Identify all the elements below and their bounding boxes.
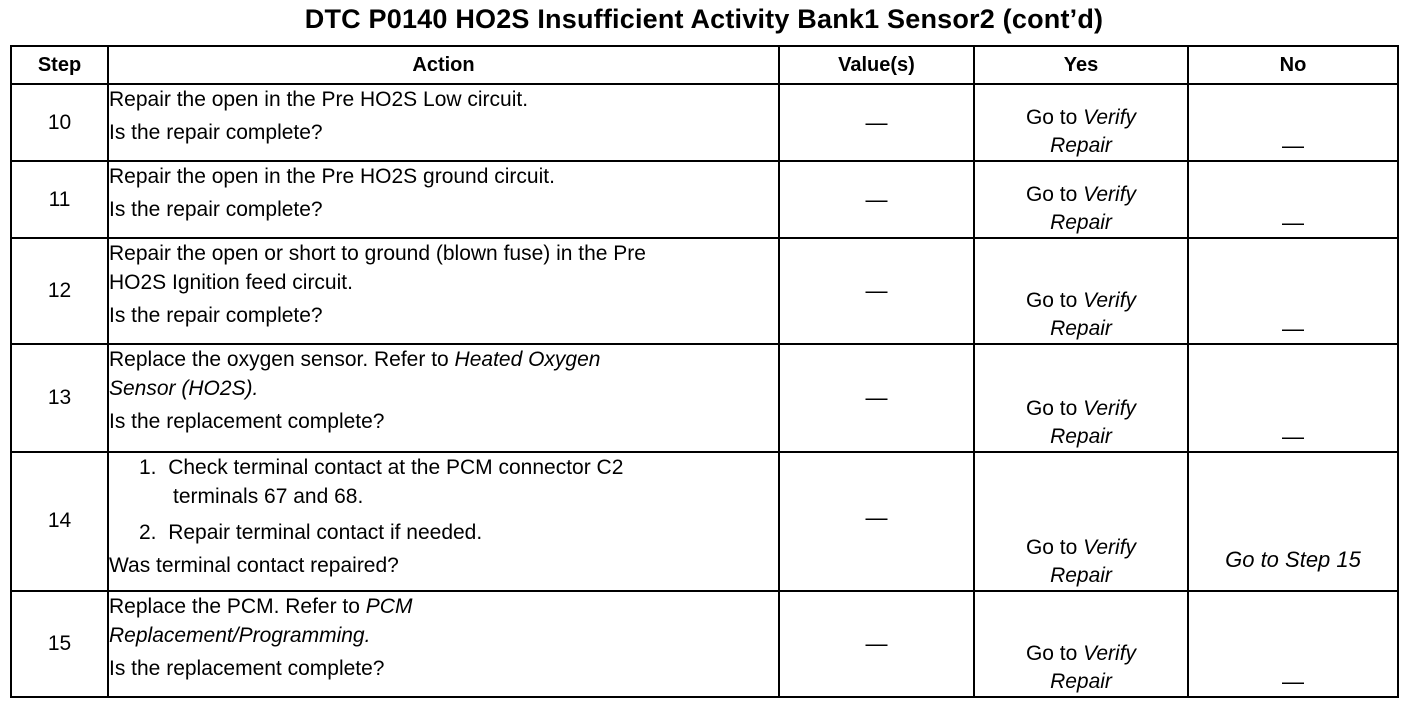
value-cell: —: [779, 161, 974, 238]
action-cell: [108, 452, 779, 591]
substep-text: Check terminal contact at the PCM connector C2: [168, 455, 624, 479]
yes-cell: [974, 591, 1188, 697]
verify-repair-link[interactable]: Repair: [1050, 317, 1112, 341]
value-cell: —: [779, 344, 974, 451]
action-text: Replace the oxygen sensor. Refer to: [109, 348, 455, 372]
verify-repair-link[interactable]: Repair: [1050, 670, 1112, 693]
yes-prefix: Go to: [1025, 183, 1084, 207]
reference-link[interactable]: PCM: [365, 594, 413, 618]
question-text: Is the repair complete?: [109, 121, 323, 144]
question-text: Is the replacement complete?: [109, 656, 385, 680]
verify-repair-link[interactable]: Verify: [1083, 106, 1137, 130]
step-number: 11: [11, 161, 108, 238]
yes-prefix: Go to: [1025, 106, 1084, 130]
step-number: 13: [11, 344, 108, 451]
substep-number: 2.: [139, 520, 157, 544]
table-row: [11, 452, 1398, 591]
action-cell: [108, 84, 779, 161]
table-row: [11, 344, 1398, 451]
step-number: 10: [11, 84, 108, 161]
yes-cell: [974, 344, 1188, 451]
column-header-values: Value(s): [779, 46, 974, 84]
reference-link[interactable]: Replacement/Programming.: [109, 623, 371, 647]
question-text: Is the repair complete?: [109, 198, 323, 222]
no-cell: —: [1188, 238, 1398, 344]
question-text: Is the replacement complete?: [109, 410, 385, 434]
page-title: DTC P0140 HO2S Insufficient Activity Bank1 Sensor2 (cont’d): [304, 4, 1104, 34]
verify-repair-link[interactable]: Repair: [1050, 211, 1112, 235]
verify-repair-link[interactable]: Verify: [1083, 642, 1137, 665]
value-cell: —: [779, 591, 974, 697]
reference-link[interactable]: Sensor (HO2S).: [109, 377, 259, 401]
no-cell: —: [1188, 591, 1398, 697]
step-number: 14: [11, 452, 108, 591]
value-cell: —: [779, 84, 974, 161]
action-cell: [108, 161, 779, 238]
question-text: Was terminal contact repaired?: [109, 553, 399, 577]
step-number: 15: [11, 591, 108, 697]
no-cell: —: [1188, 161, 1398, 238]
no-cell: —: [1188, 84, 1398, 161]
question-text: Is the repair complete?: [109, 304, 323, 328]
verify-repair-link[interactable]: Verify: [1083, 183, 1137, 207]
verify-repair-link[interactable]: Repair: [1050, 563, 1112, 587]
table-row: [11, 238, 1398, 344]
substep: [109, 518, 778, 547]
table-row: [11, 161, 1398, 238]
table-row: [11, 591, 1398, 697]
column-header-yes: Yes: [974, 46, 1188, 84]
header-row: [11, 46, 1398, 84]
action-cell: [108, 591, 779, 697]
action-cell: [108, 344, 779, 451]
yes-cell: [974, 161, 1188, 238]
go-to-step-15-link[interactable]: Go to Step 15: [1188, 452, 1398, 591]
verify-repair-link[interactable]: Verify: [1083, 289, 1137, 313]
action-text: Repair the open in the Pre HO2S Low circuit.: [109, 88, 529, 111]
yes-cell: [974, 452, 1188, 591]
diagnostic-table: [10, 45, 1399, 698]
table-row: [11, 84, 1398, 161]
action-text: Replace the PCM. Refer to: [109, 594, 366, 618]
action-text: Repair the open in the Pre HO2S ground circuit.: [109, 165, 555, 189]
substep-number: 1.: [139, 455, 157, 479]
verify-repair-link[interactable]: Repair: [1050, 424, 1112, 448]
step-number: 12: [11, 238, 108, 344]
yes-prefix: Go to: [1025, 642, 1084, 665]
substep-text: Repair terminal contact if needed.: [168, 520, 483, 544]
yes-cell: [974, 238, 1188, 344]
action-cell: [108, 238, 779, 344]
substep-text: terminals 67 and 68.: [173, 484, 364, 508]
yes-prefix: Go to: [1025, 289, 1084, 313]
column-header-action: Action: [108, 46, 779, 84]
verify-repair-link[interactable]: Verify: [1083, 396, 1137, 420]
yes-prefix: Go to: [1025, 535, 1084, 559]
column-header-no: No: [1188, 46, 1398, 84]
substep: [109, 453, 778, 511]
value-cell: —: [779, 238, 974, 344]
action-text: Repair the open or short to ground (blown fuse) in the Pre: [109, 242, 646, 266]
action-text: HO2S Ignition feed circuit.: [109, 271, 353, 295]
verify-repair-link[interactable]: Repair: [1050, 134, 1112, 158]
yes-cell: [974, 84, 1188, 161]
value-cell: —: [779, 452, 974, 591]
no-cell: —: [1188, 344, 1398, 451]
verify-repair-link[interactable]: Verify: [1083, 535, 1137, 559]
column-header-step: Step: [11, 46, 108, 84]
reference-link[interactable]: Heated Oxygen: [454, 348, 601, 372]
yes-prefix: Go to: [1025, 396, 1084, 420]
